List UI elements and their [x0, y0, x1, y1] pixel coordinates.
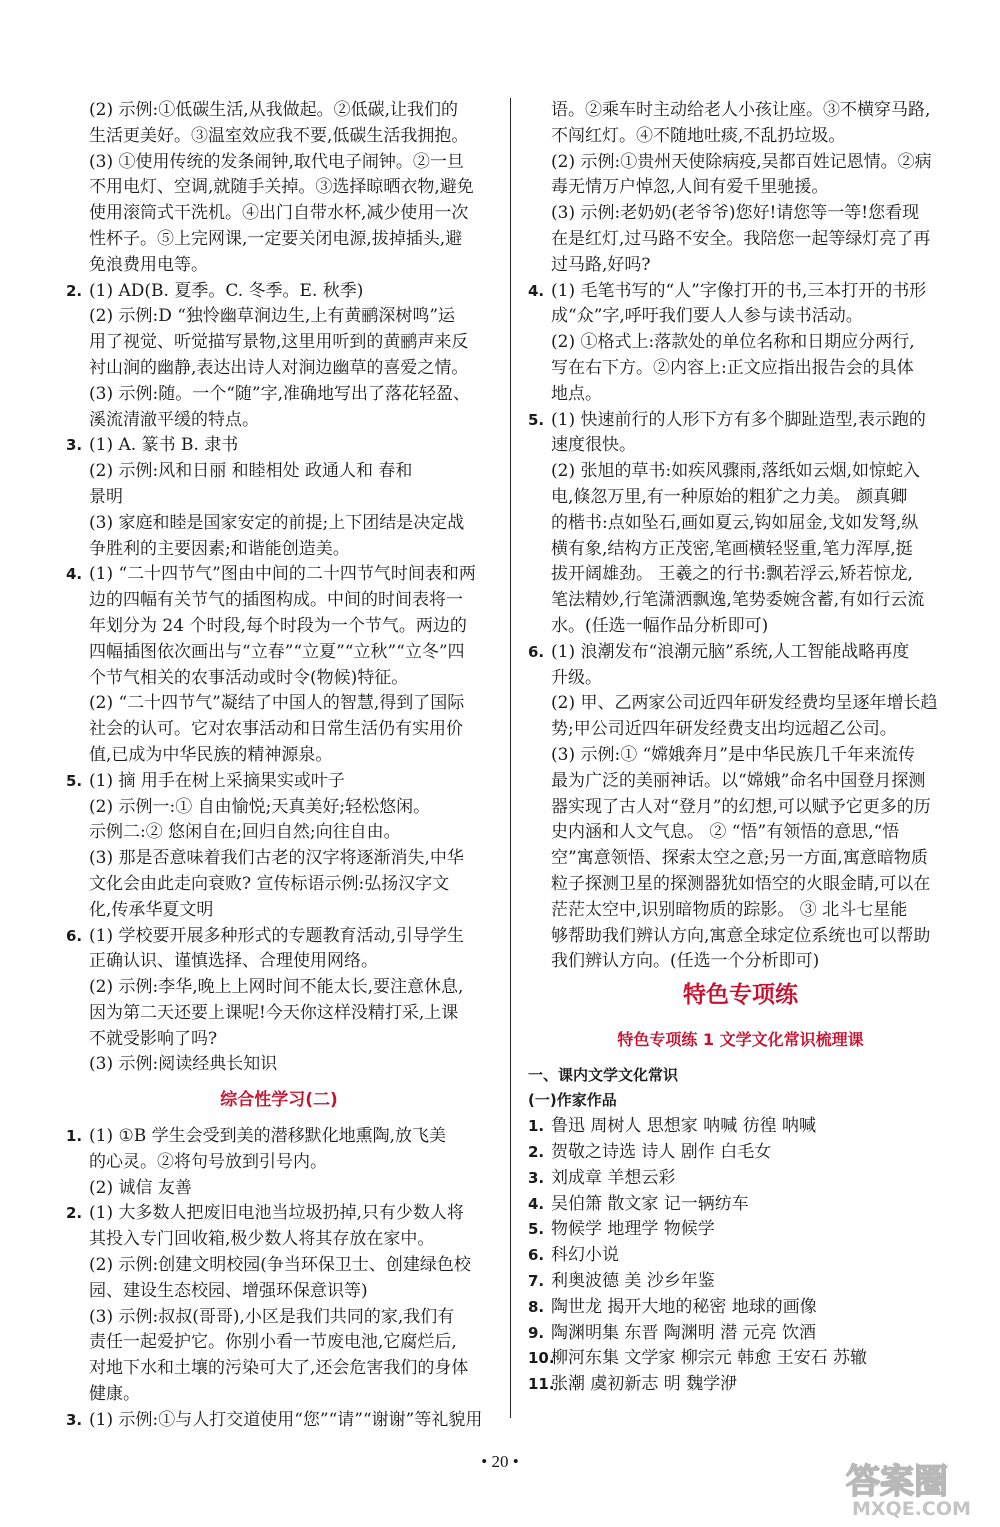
- line-text: 陶世龙 揭开大地的秘密 地球的画像: [551, 1296, 817, 1317]
- answer-line: [66, 175, 492, 201]
- line-text: (3) 示例:叔叔(哥哥),小区是我们共同的家,我们有: [89, 1306, 455, 1327]
- line-text: 因为第二天还要上课呢!今天你这样没精打采,上课: [89, 1002, 459, 1023]
- question-number: 6.: [66, 926, 83, 945]
- heading-zuojia: (一)作家作品: [528, 1091, 617, 1110]
- answer-line: [66, 666, 492, 692]
- question-number: 1.: [528, 1117, 545, 1136]
- left-answer-lines: [66, 98, 492, 1078]
- line-text: (2) 示例:①低碳生活,从我做起。②低碳,让我们的: [89, 100, 459, 120]
- answer-line: [528, 872, 953, 898]
- question-number: 3.: [66, 1410, 83, 1429]
- answer-line: [66, 1305, 492, 1331]
- answer-line: [528, 511, 953, 537]
- line-text: 值,已成为中华民族的精神源泉。: [89, 744, 333, 765]
- answer-line: [66, 150, 492, 176]
- line-text: 势;甲公司近四年研发经费支出均远超乙公司。: [551, 719, 897, 740]
- answer-line: [66, 485, 492, 511]
- line-text: (2) 诚信 友善: [89, 1177, 192, 1198]
- line-text: 贺敬之诗选 诗人 剧作 白毛女: [551, 1142, 772, 1163]
- watermark-text: 答案圈: [846, 1462, 948, 1502]
- line-text: 正确认识、谨慎选择、合理使用网络。: [89, 951, 378, 972]
- answer-line: [528, 459, 953, 485]
- question-number: 9.: [528, 1323, 545, 1342]
- line-text: 粒子探测卫星的探测器犹如悟空的火眼金睛,可以在: [551, 873, 931, 894]
- question-line: [528, 408, 953, 434]
- line-text: 责任一起爱护它。你别小看一节废电池,它腐烂后,: [89, 1332, 457, 1353]
- line-text: (1) 摘 用手在树上采摘果实或叶子: [89, 770, 345, 791]
- answer-line: [66, 949, 492, 975]
- question-number: 5.: [66, 771, 83, 790]
- line-text: 柳河东集 文学家 柳宗元 韩愈 王安石 苏辙: [551, 1348, 868, 1369]
- column-divider: [510, 98, 511, 1418]
- answer-line: [528, 769, 953, 795]
- answer-line: [66, 330, 492, 356]
- answer-line: [66, 1253, 492, 1279]
- question-line: [528, 1217, 953, 1243]
- line-text: (1) 示例:①与人打交道使用“您”“请”“谢谢”等礼貌用: [89, 1409, 483, 1430]
- answer-line: [528, 124, 953, 150]
- answer-line: [528, 253, 953, 279]
- answer-line: [528, 924, 953, 950]
- answer-line: [66, 98, 492, 124]
- answer-line: [66, 408, 492, 434]
- line-text: (1) 毛笔书写的“人”字像打开的书,三本打开的书形: [551, 280, 927, 301]
- answer-line: [66, 1227, 492, 1253]
- answer-line: [66, 795, 492, 821]
- line-text: (3) 家庭和睦是国家安定的前提;上下团结是决定战: [89, 512, 465, 533]
- answer-line: [66, 1150, 492, 1176]
- question-number: 10.: [528, 1349, 555, 1368]
- answer-line: [66, 459, 492, 485]
- line-text: 不闯红灯。④不随地吐痰,不乱扔垃圾。: [551, 125, 846, 146]
- answer-line: [66, 1330, 492, 1356]
- line-text: 鲁迅 周树人 思想家 呐喊 彷徨 呐喊: [551, 1116, 817, 1137]
- line-text: 的心灵。②将句号放到引号内。: [89, 1151, 327, 1172]
- line-text: 茫茫太空中,识别暗物质的踪影。 ③ 北斗七星能: [551, 899, 908, 920]
- line-text: (2) 示例一:① 自由愉悦;天真美好;轻松悠闲。: [89, 796, 431, 817]
- line-text: 文化会由此走向衰败? 宣传标语示例:弘扬汉字文: [89, 873, 450, 894]
- line-text: (2) 示例:创建文明校园(争当环保卫士、创建绿色校: [89, 1255, 471, 1276]
- heading-kenei: 一、课内文学文化常识: [528, 1065, 679, 1084]
- answer-line: [528, 433, 953, 459]
- answer-line: [528, 201, 953, 227]
- question-line: [66, 562, 492, 588]
- question-line: [528, 1114, 953, 1140]
- line-text: (1) “二十四节气”图由中间的二十四节气时间表和两: [89, 564, 476, 585]
- line-text: 衬山涧的幽静,表达出诗人对涧边幽草的喜爱之情。: [89, 357, 469, 378]
- line-text: 速度很快。: [551, 435, 636, 456]
- question-line: [528, 1346, 953, 1372]
- line-text: 够帮助我们辨认方向,寓意全球定位系统也可以帮助: [551, 925, 931, 946]
- line-text: (1) A. 篆书 B. 隶书: [89, 435, 239, 456]
- line-text: 刘成章 羊想云彩: [551, 1167, 676, 1188]
- question-number: 5.: [528, 1220, 545, 1239]
- line-text: 语。②乘车时主动给老人小孩让座。③不横穿马路,: [551, 100, 931, 120]
- answer-line: [528, 227, 953, 253]
- line-text: 器实现了古人对“登月”的幻想,可以赋予它更多的历: [551, 796, 931, 817]
- answer-line: [66, 691, 492, 717]
- right-answer-lines: [528, 98, 953, 975]
- line-text: 其投入专门回收箱,极少数人将其存放在家中。: [89, 1229, 435, 1250]
- line-text: 生活更美好。③温室效应我不要,低碳生活我拥抱。: [89, 125, 469, 146]
- answer-line: [528, 588, 953, 614]
- answer-line: [528, 717, 953, 743]
- line-text: 边的四幅有关节气的插图构成。中间的时间表将一: [89, 590, 463, 611]
- answer-line: [66, 1052, 492, 1078]
- line-text: 使用滚筒式干洗机。④出门自带水杯,减少使用一次: [89, 203, 469, 224]
- answer-line: [528, 98, 953, 124]
- answer-line: [66, 511, 492, 537]
- answer-line: [528, 562, 953, 588]
- question-line: [528, 1140, 953, 1166]
- subsection-title: 特色专项练 1 文学文化常识梳理课: [617, 1029, 864, 1049]
- line-text: (2) ①格式上:落款处的单位名称和日期应分两行,: [551, 332, 915, 353]
- line-text: 横有象,结构方正茂密,笔画横轻竖重,笔力浑厚,挺: [551, 538, 913, 559]
- question-line: [528, 1192, 953, 1218]
- question-line: [66, 1124, 492, 1150]
- line-text: (2) 示例:李华,晚上上网时间不能太长,要注意休息,: [89, 977, 464, 998]
- question-line: [528, 640, 953, 666]
- question-line: [528, 1243, 953, 1269]
- answer-line: [528, 356, 953, 382]
- question-number: 2.: [66, 281, 83, 300]
- line-text: 对地下水和土壤的污染可大了,还会危害我们的身体: [89, 1358, 469, 1379]
- answer-line: [528, 382, 953, 408]
- line-text: 电,倏忽万里,有一种原始的粗犷之力美。 颜真卿: [551, 486, 908, 507]
- line-text: (3) 示例:阅读经典长知识: [89, 1054, 278, 1075]
- question-number: 11.: [528, 1375, 555, 1394]
- line-text: 水。(任选一幅作品分析即可): [551, 615, 769, 636]
- line-text: 性杯子。⑤上完网课,一定要关闭电源,拔掉插头,避: [89, 228, 463, 249]
- line-text: (3) 那是否意味着我们古老的汉字将逐渐消失,中华: [89, 848, 464, 869]
- line-text: 健康。: [89, 1384, 140, 1405]
- line-text: (3) 示例:随。一个“随”字,准确地写出了落花轻盈、: [89, 383, 470, 404]
- line-text: 在是红灯,过马路不安全。我陪您一起等绿灯亮了再: [551, 228, 931, 249]
- left-answer-lines-2: [66, 1124, 492, 1434]
- answer-line: [66, 1001, 492, 1027]
- line-text: 四幅插图依次画出与“立春”“立夏”“立秋”“立冬”四: [89, 641, 465, 662]
- question-number: 3.: [528, 1168, 545, 1187]
- line-text: 我们辨认方向。(任选一个分析即可): [551, 951, 820, 972]
- question-line: [528, 1166, 953, 1192]
- answer-line: [66, 717, 492, 743]
- answer-line: [66, 640, 492, 666]
- question-line: [528, 1321, 953, 1347]
- question-line: [66, 279, 492, 305]
- answer-line: [66, 253, 492, 279]
- question-number: 6.: [528, 642, 545, 661]
- line-text: (3) ①使用传统的发条闹钟,取代电子闹钟。②一旦: [89, 151, 464, 172]
- answer-line: [66, 898, 492, 924]
- line-text: 用了视觉、听觉描写景物,这里用听到的黄鹂声来反: [89, 332, 469, 353]
- watermark-sub: MXQE.COM: [852, 1498, 971, 1519]
- right-answer-lines-2: [528, 1114, 953, 1398]
- line-text: 吴伯箫 散文家 记一辆纺车: [551, 1193, 749, 1214]
- line-text: 不就受影响了吗?: [89, 1028, 218, 1049]
- line-text: 物候学 地理学 物候学: [551, 1219, 715, 1240]
- answer-line: [528, 330, 953, 356]
- line-text: (1) 快速前行的人形下方有多个脚趾造型,表示跑的: [551, 409, 926, 430]
- line-text: 史内涵和人文气息。 ② “悟”有领悟的意思,“悟: [551, 822, 900, 843]
- line-text: 地点。: [551, 383, 602, 404]
- line-text: 毒无情万户悼忽,人间有爱千里驰援。: [551, 177, 829, 198]
- answer-line: [66, 1382, 492, 1408]
- line-text: (2) “二十四节气”凝结了中国人的智慧,得到了国际: [89, 693, 465, 714]
- line-text: 化,传承华夏文明: [89, 899, 214, 920]
- line-text: 个节气相关的农事活动或时令(物候)特征。: [89, 667, 409, 688]
- answer-line: [528, 666, 953, 692]
- right-column: [528, 98, 953, 1398]
- question-number: 2.: [528, 1143, 545, 1162]
- question-number: 1.: [66, 1127, 83, 1146]
- answer-line: [66, 537, 492, 563]
- line-text: 陶渊明集 东晋 陶渊明 潜 元亮 饮酒: [551, 1322, 817, 1343]
- answer-line: [528, 846, 953, 872]
- line-text: 笔法精妙,行笔潇洒飘逸,笔势委婉含蓄,有如行云流: [551, 590, 925, 611]
- question-number: 4.: [528, 1194, 545, 1213]
- question-line: [528, 1269, 953, 1295]
- answer-line: [528, 537, 953, 563]
- answer-line: [528, 820, 953, 846]
- answer-line: [528, 691, 953, 717]
- line-text: 最为广泛的美丽神话。以“嫦娥”命名中国登月探测: [551, 770, 926, 791]
- answer-line: [66, 743, 492, 769]
- page-number: • 20 •: [481, 1452, 519, 1471]
- line-text: 示例二:② 悠闲自在;回归自然;向往自由。: [89, 822, 401, 843]
- answer-line: [66, 382, 492, 408]
- answer-line: [66, 872, 492, 898]
- answer-line: [528, 949, 953, 975]
- line-text: 写在右下方。②内容上:正文应指出报告会的具体: [551, 357, 914, 378]
- answer-line: [528, 614, 953, 640]
- line-text: (2) 示例:风和日丽 和睦相处 政通人和 春和: [89, 461, 413, 482]
- question-number: 5.: [528, 410, 545, 429]
- line-text: (2) 甲、乙两家公司近四年研发经费均呈逐年增长趋: [551, 693, 938, 714]
- section-title-tese: 特色专项练: [683, 982, 798, 1009]
- line-text: (1) 浪潮发布“浪潮元脑”系统,人工智能战略再度: [551, 641, 910, 662]
- question-number: 4.: [66, 565, 83, 584]
- question-number: 3.: [66, 436, 83, 455]
- line-text: 科幻小说: [551, 1245, 619, 1266]
- line-text: 的楷书:点如坠石,画如夏云,钩如屈金,戈如发弩,纵: [551, 512, 919, 533]
- answer-line: [66, 614, 492, 640]
- line-text: (2) 示例:①贵州天使除病疫,吴都百姓记恩情。②病: [551, 151, 932, 172]
- question-number: 4.: [528, 281, 545, 300]
- left-column: [66, 98, 492, 1434]
- question-number: 6.: [528, 1246, 545, 1265]
- question-number: 2.: [66, 1204, 83, 1223]
- question-line: [528, 1295, 953, 1321]
- line-text: (2) 张旭的草书:如疾风骤雨,落纸如云烟,如惊蛇入: [551, 461, 921, 482]
- answer-line: [66, 1279, 492, 1305]
- line-text: (3) 示例:① “嫦娥奔月”是中华民族几千年来流传: [551, 744, 915, 765]
- line-text: 园、建设生态校园、增强环保意识等): [89, 1280, 368, 1301]
- line-text: 社会的认可。它对农事活动和日常生活仍有实用价: [89, 719, 463, 740]
- answer-line: [66, 304, 492, 330]
- line-text: 景明: [89, 486, 123, 507]
- line-text: 争胜利的主要因素;和谐能创造美。: [89, 538, 350, 559]
- answer-line: [528, 175, 953, 201]
- watermark-logo: [838, 1455, 988, 1519]
- answer-line: [66, 846, 492, 872]
- line-text: 不用电灯、空调,就随手关掉。③选择晾晒衣物,避免: [89, 177, 474, 198]
- answer-line: [66, 201, 492, 227]
- line-text: 溪流清澈平缓的特点。: [89, 409, 259, 430]
- line-text: 过马路,好吗?: [551, 254, 651, 275]
- answer-line: [66, 1027, 492, 1053]
- line-text: 张潮 虞初新志 明 魏学洢: [551, 1374, 738, 1395]
- question-line: [528, 1372, 953, 1398]
- line-text: (1) AD(B. 夏季。C. 冬季。E. 秋季): [89, 280, 364, 301]
- answer-line: [66, 124, 492, 150]
- question-number: 8.: [528, 1297, 545, 1316]
- answer-line: [528, 485, 953, 511]
- question-line: [528, 279, 953, 305]
- answer-line: [66, 1356, 492, 1382]
- answer-line: [528, 898, 953, 924]
- answer-line: [66, 975, 492, 1001]
- line-text: 成“众”字,呼吁我们要人人参与读书活动。: [551, 306, 863, 327]
- line-text: 利奥波德 美 沙乡年鉴: [551, 1271, 715, 1292]
- line-text: (2) 示例:D “独怜幽草涧边生,上有黄鹂深树鸣”运: [89, 306, 456, 327]
- line-text: 拔开阔雄劲。 王羲之的行书:飘若浮云,矫若惊龙,: [551, 564, 913, 585]
- section-title-zonghe: 综合性学习(二): [220, 1090, 338, 1111]
- question-number: 7.: [528, 1272, 545, 1291]
- question-line: [66, 924, 492, 950]
- question-line: [66, 1408, 492, 1434]
- answer-line: [528, 304, 953, 330]
- answer-line: [528, 150, 953, 176]
- line-text: 升级。: [551, 667, 602, 688]
- question-line: [66, 433, 492, 459]
- line-text: (1) ①B 学生会受到美的潜移默化地熏陶,放飞美: [89, 1126, 447, 1147]
- question-line: [66, 1201, 492, 1227]
- answer-line: [528, 743, 953, 769]
- answer-line: [66, 820, 492, 846]
- answer-line: [66, 356, 492, 382]
- answer-line: [66, 588, 492, 614]
- question-line: [66, 769, 492, 795]
- line-text: 免浪费用电等。: [89, 254, 208, 275]
- line-text: (1) 学校要开展多种形式的专题教育活动,引导学生: [89, 925, 464, 946]
- answer-line: [528, 795, 953, 821]
- line-text: 空”寓意领悟、探索太空之意;另一方面,寓意暗物质: [551, 848, 928, 869]
- line-text: (1) 大多数人把废旧电池当垃圾扔掉,只有少数人将: [89, 1203, 464, 1224]
- line-text: 年划分为 24 个时段,每个时段为一个节气。两边的: [89, 615, 467, 636]
- answer-line: [66, 227, 492, 253]
- line-text: (3) 示例:老奶奶(老爷爷)您好!请您等一等!您看现: [551, 203, 920, 224]
- answer-line: [66, 1176, 492, 1202]
